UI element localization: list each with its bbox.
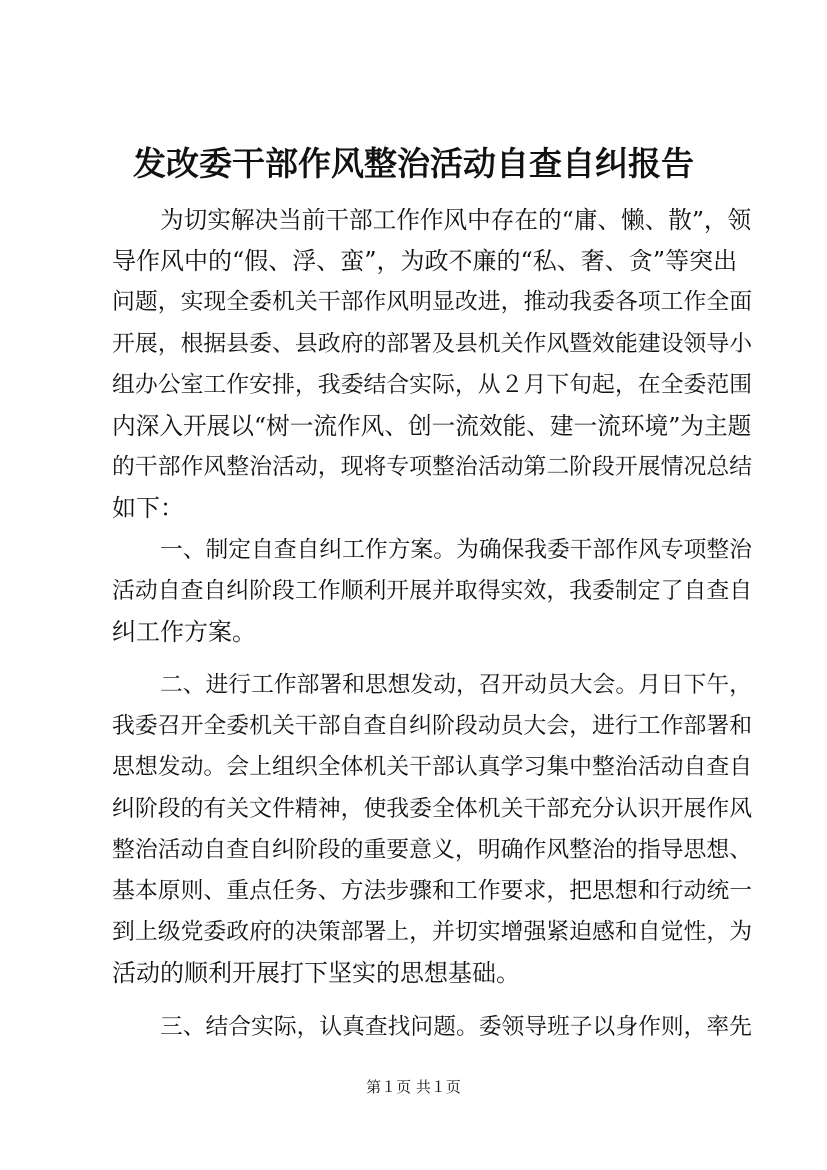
paragraph-3-line-2: 我委召开全委机关干部自查自纠阶段动员大会，进行工作部署和 [112, 713, 753, 740]
paragraph-gap [112, 995, 752, 1007]
paragraph-3-line-3: 思想发动。会上组织全体机关干部认真学习集中整治活动自查自 [112, 754, 753, 781]
paragraph-1-line-1: 为切实解决当前干部工作作风中存在的“庸、懒、散”，领 [160, 206, 752, 234]
paragraph-1-line-2: 导作风中的“假、浮、蛮”，为政不廉的“私、奢、贪”等突出 [112, 247, 738, 276]
page-footer: 第１页 共１页 [366, 1078, 461, 1096]
paragraph-1-line-7: 的干部作风整治活动，现将专项整治活动第二阶段开展情况总结 [112, 454, 753, 481]
document-title: 发改委干部作风整治活动自查自纠报告 [133, 144, 694, 183]
paragraph-3-line-4: 纠阶段的有关文件精神，使我委全体机关干部充分认识开展作风 [112, 795, 753, 822]
paragraph-1-line-3: 问题，实现全委机关干部作风明显改进，推动我委各项工作全面 [112, 289, 753, 316]
paragraph-2-line-3: 纠工作方案。 [112, 617, 256, 646]
paragraph-3-line-7: 到上级党委政府的决策部署上，并切实增强紧迫感和自觉性，为 [112, 919, 753, 946]
paragraph-1-line-6: 内深入开展以“树一流作风、创一流效能、建一流环境”为主题 [112, 411, 752, 440]
paragraph-gap [112, 653, 752, 665]
paragraph-3-line-5: 整治活动自查自纠阶段的重要意义，明确作风整治的指导思想、 [112, 836, 753, 863]
paragraph-3-line-6: 基本原则、重点任务、方法步骤和工作要求，把思想和行动统一 [112, 878, 753, 904]
paragraph-3-line-1: 二、进行工作部署和思想发动，召开动员大会。月日下午， [160, 672, 752, 699]
paragraph-1-line-5: 组办公室工作安排，我委结合实际，从２月下旬起，在全委范围 [112, 371, 753, 398]
paragraph-2-line-2: 活动自查自纠阶段工作顺利开展并取得实效，我委制定了自查自 [112, 577, 753, 604]
paragraph-2-line-1: 一、制定自查自纠工作方案。为确保我委干部作风专项整治 [160, 536, 752, 563]
paragraph-3-line-8: 活动的顺利开展打下坚实的思想基础。 [112, 959, 520, 988]
paragraph-1-line-8: 如下： [112, 494, 184, 523]
paragraph-1-line-4: 开展，根据县委、县政府的部署及县机关作风暨效能建设领导小 [112, 330, 753, 357]
paragraph-4-line-1: 三、结合实际，认真查找问题。委领导班子以身作则，率先 [160, 1013, 752, 1040]
document-body [112, 200, 752, 1048]
